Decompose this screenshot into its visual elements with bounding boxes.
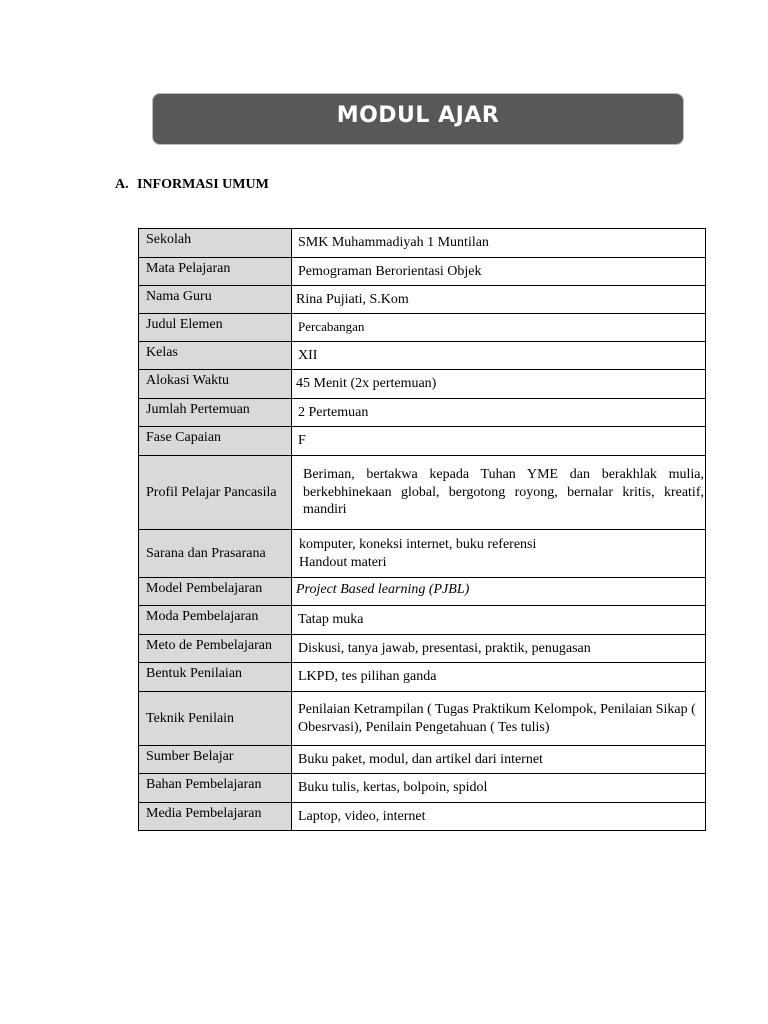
row-label: Judul Elemen bbox=[139, 314, 292, 342]
row-value: 2 Pertemuan bbox=[292, 399, 706, 427]
row-label: Media Pembelajaran bbox=[139, 803, 292, 831]
row-value: 45 Menit (2x pertemuan) bbox=[292, 370, 706, 399]
table-row bbox=[139, 427, 706, 456]
row-label: Nama Guru bbox=[139, 286, 292, 314]
row-value: LKPD, tes pilihan ganda bbox=[292, 663, 706, 692]
table-row bbox=[139, 314, 706, 342]
info-table bbox=[138, 228, 706, 831]
row-label: Model Pembelajaran bbox=[139, 578, 292, 606]
row-value-line: Handout materi bbox=[299, 554, 387, 570]
table-row bbox=[139, 229, 706, 258]
row-value bbox=[292, 530, 706, 578]
title-banner bbox=[152, 93, 684, 145]
row-value: SMK Muhammadiyah 1 Muntilan bbox=[292, 229, 706, 258]
row-value: Percabangan bbox=[292, 314, 706, 342]
table-row bbox=[139, 370, 706, 399]
row-label: Fase Capaian bbox=[139, 427, 292, 456]
table-row bbox=[139, 692, 706, 746]
row-value: Penilaian Ketrampilan ( Tugas Praktikum Kelompok, Penilaian Sikap ( Obesrvasi), Penilain Pengetahuan ( Tes tulis) bbox=[292, 692, 706, 746]
row-value: XII bbox=[292, 342, 706, 370]
row-label: Kelas bbox=[139, 342, 292, 370]
row-value: Beriman, bertakwa kepada Tuhan YME dan berakhlak mulia, berkebhinekaan global, bergotong royong, bernalar kritis, kreatif, mandiri bbox=[292, 456, 706, 530]
row-label: Moda Pembelajaran bbox=[139, 606, 292, 635]
row-label: Bentuk Penilaian bbox=[139, 663, 292, 692]
table-row bbox=[139, 663, 706, 692]
table-row bbox=[139, 578, 706, 606]
row-label: Sarana dan Prasarana bbox=[139, 530, 292, 578]
row-value: Buku paket, modul, dan artikel dari internet bbox=[292, 746, 706, 774]
table-row bbox=[139, 606, 706, 635]
row-label: Mata Pelajaran bbox=[139, 258, 292, 286]
table-row bbox=[139, 530, 706, 578]
row-label: Bahan Pembelajaran bbox=[139, 774, 292, 803]
table-row bbox=[139, 286, 706, 314]
row-value: Project Based learning (PJBL) bbox=[292, 578, 706, 606]
row-value: Pemograman Berorientasi Objek bbox=[292, 258, 706, 286]
table-row bbox=[139, 456, 706, 530]
row-value-line: komputer, koneksi internet, buku referensi bbox=[299, 537, 537, 552]
table-row bbox=[139, 774, 706, 803]
section-title: INFORMASI UMUM bbox=[137, 177, 269, 192]
table-row bbox=[139, 803, 706, 831]
table-row bbox=[139, 746, 706, 774]
row-label: Profil Pelajar Pancasila bbox=[139, 456, 292, 530]
row-value: F bbox=[292, 427, 706, 456]
row-value: Tatap muka bbox=[292, 606, 706, 635]
row-value: Diskusi, tanya jawab, presentasi, praktik, penugasan bbox=[292, 635, 706, 663]
row-label: Sekolah bbox=[139, 229, 292, 258]
row-label: Sumber Belajar bbox=[139, 746, 292, 774]
section-heading bbox=[115, 177, 269, 193]
row-label: Alokasi Waktu bbox=[139, 370, 292, 399]
row-value: Buku tulis, kertas, bolpoin, spidol bbox=[292, 774, 706, 803]
table-row bbox=[139, 399, 706, 427]
section-number: A. bbox=[115, 177, 129, 192]
row-label: Teknik Penilain bbox=[139, 692, 292, 746]
row-value: Rina Pujiati, S.Kom bbox=[292, 286, 706, 314]
row-value: Laptop, video, internet bbox=[292, 803, 706, 831]
row-label: Meto de Pembelajaran bbox=[139, 635, 292, 663]
row-label: Jumlah Pertemuan bbox=[139, 399, 292, 427]
table-row bbox=[139, 258, 706, 286]
table-row bbox=[139, 342, 706, 370]
table-row bbox=[139, 635, 706, 663]
document-title: MODUL AJAR bbox=[336, 102, 500, 128]
